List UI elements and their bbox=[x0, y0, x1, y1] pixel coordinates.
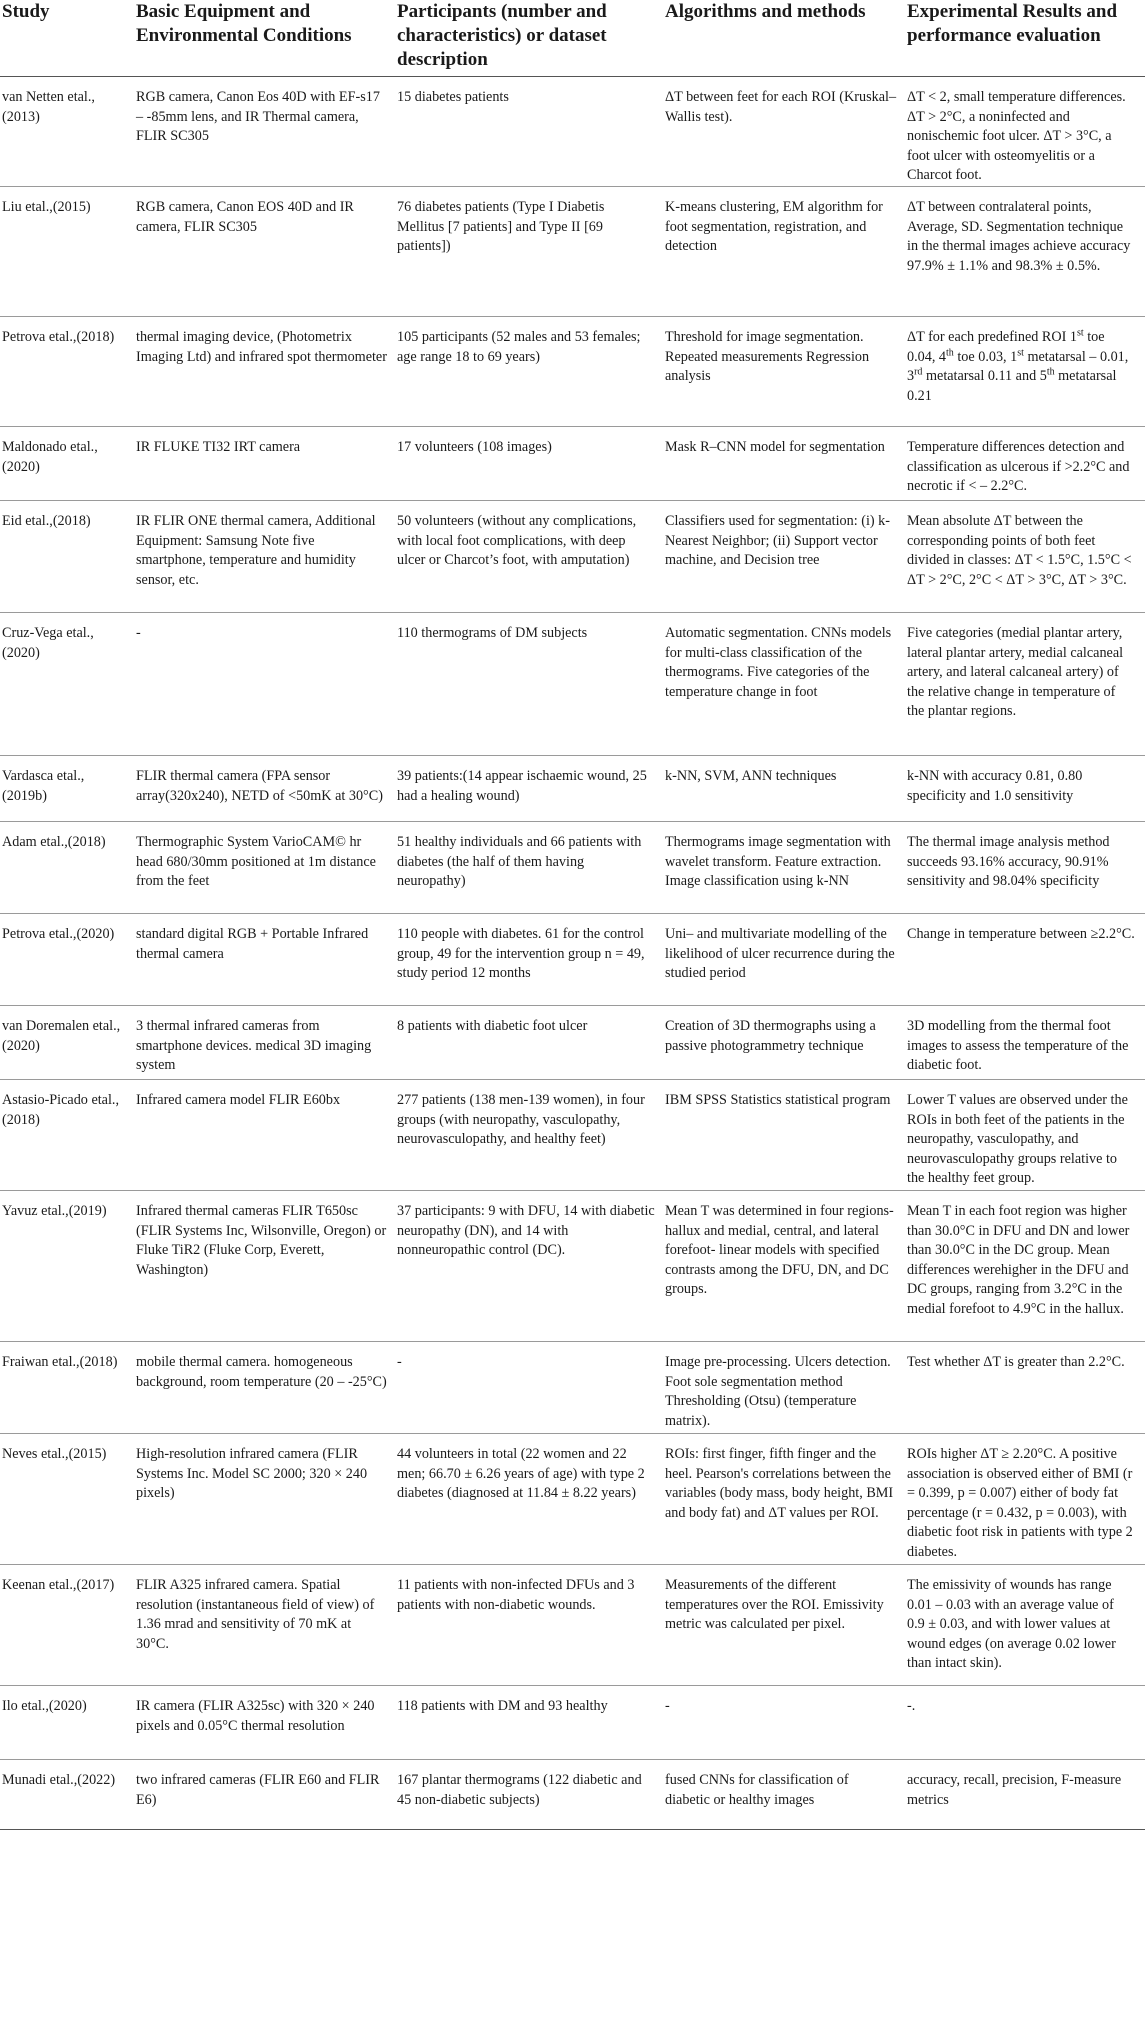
cell-study: Munadi etal.,(2022) bbox=[0, 1759, 136, 1829]
cell-methods: IBM SPSS Statistics statistical program bbox=[665, 1079, 907, 1190]
cell-equipment: FLIR thermal camera (FPA sensor array(320x240), NETD of <50mK at 30°C) bbox=[136, 755, 397, 821]
cell-study: Adam etal.,(2018) bbox=[0, 821, 136, 913]
table-row bbox=[0, 316, 1145, 426]
cell-equipment: 3 thermal infrared cameras from smartphone devices. medical 3D imaging system bbox=[136, 1005, 397, 1079]
cell-results: Change in temperature between ≥2.2°C. bbox=[907, 913, 1145, 1005]
cell-participants: 44 volunteers in total (22 women and 22 men; 66.70 ± 6.26 years of age) with type 2 diabetes (diagnosed at 11.84 ± 8.22 years) bbox=[397, 1433, 665, 1564]
cell-results: Test whether ΔT is greater than 2.2°C. bbox=[907, 1341, 1145, 1433]
cell-participants: 8 patients with diabetic foot ulcer bbox=[397, 1005, 665, 1079]
cell-equipment: High-resolution infrared camera (FLIR Systems Inc. Model SC 2000; 320 × 240 pixels) bbox=[136, 1433, 397, 1564]
cell-equipment: - bbox=[136, 612, 397, 755]
table-row bbox=[0, 1433, 1145, 1564]
table-row bbox=[0, 1759, 1145, 1829]
cell-results: 3D modelling from the thermal foot images to assess the temperature of the diabetic foot. bbox=[907, 1005, 1145, 1079]
table-body bbox=[0, 77, 1145, 1830]
cell-equipment: Infrared thermal cameras FLIR T650sc (FLIR Systems Inc, Wilsonville, Oregon) or Fluke TiR2 (Fluke Corp, Everett, Washington) bbox=[136, 1190, 397, 1341]
cell-participants: 76 diabetes patients (Type I Diabetis Mellitus [7 patients] and Type II [69 patients]) bbox=[397, 186, 665, 316]
cell-results: ΔT between contralateral points, Average, SD. Segmentation technique in the thermal images achieve accuracy 97.9% ± 1.1% and 98.3% ± 0.5%. bbox=[907, 186, 1145, 316]
cell-study: Fraiwan etal.,(2018) bbox=[0, 1341, 136, 1433]
table-row bbox=[0, 77, 1145, 187]
cell-methods: ΔT between feet for each ROI (Kruskal–Wallis test). bbox=[665, 77, 907, 187]
table-row bbox=[0, 1564, 1145, 1685]
header-row bbox=[0, 0, 1145, 77]
cell-participants: 11 patients with non-infected DFUs and 3 patients with non-diabetic wounds. bbox=[397, 1564, 665, 1685]
header-equipment: Basic Equipment and Environmental Conditions bbox=[136, 0, 397, 77]
cell-results: Mean absolute ΔT between the corresponding points of both feet divided in classes: ΔT < 1.5°C, 1.5°C < ΔT > 2°C, 2°C < ΔT > 3°C, ΔT > 3°C. bbox=[907, 500, 1145, 612]
cell-results: Mean T in each foot region was higher than 30.0°C in DFU and DN and lower than 30.0°C in the DC group. Mean differences werehigher in the DFU and DC groups, ranging from 3.2°C in the medial forefoot to 4.9°C in the hallux. bbox=[907, 1190, 1145, 1341]
cell-methods: Uni– and multivariate modelling of the likelihood of ulcer recurrence during the studied period bbox=[665, 913, 907, 1005]
table-row bbox=[0, 1079, 1145, 1190]
cell-methods: Mean T was determined in four regions-hallux and medial, central, and lateral forefoot- linear models with specified contrasts among the DFU, DN, and DC groups. bbox=[665, 1190, 907, 1341]
cell-methods: - bbox=[665, 1685, 907, 1759]
cell-study: Keenan etal.,(2017) bbox=[0, 1564, 136, 1685]
cell-equipment: thermal imaging device, (Photometrix Imaging Ltd) and infrared spot thermometer bbox=[136, 316, 397, 426]
table-row bbox=[0, 426, 1145, 500]
cell-participants: 37 participants: 9 with DFU, 14 with diabetic neuropathy (DN), and 14 with nonneuropathic control (DC). bbox=[397, 1190, 665, 1341]
cell-methods: Classifiers used for segmentation: (i) k-Nearest Neighbor; (ii) Support vector machine, and Decision tree bbox=[665, 500, 907, 612]
cell-study: Astasio-Picado etal.,(2018) bbox=[0, 1079, 136, 1190]
header-results: Experimental Results and performance evaluation bbox=[907, 0, 1145, 77]
cell-methods: ROIs: first finger, fifth finger and the heel. Pearson's correlations between the variables (body mass, body height, BMI and body fat) and ΔT values per ROI. bbox=[665, 1433, 907, 1564]
table-row bbox=[0, 500, 1145, 612]
cell-methods: Image pre-processing. Ulcers detection. Foot sole segmentation method Thresholding (Otsu) (temperature matrix). bbox=[665, 1341, 907, 1433]
cell-study: Maldonado etal.,(2020) bbox=[0, 426, 136, 500]
table-row bbox=[0, 1190, 1145, 1341]
cell-equipment: standard digital RGB + Portable Infrared thermal camera bbox=[136, 913, 397, 1005]
cell-equipment: IR camera (FLIR A325sc) with 320 × 240 pixels and 0.05°C thermal resolution bbox=[136, 1685, 397, 1759]
cell-methods: Measurements of the different temperatures over the ROI. Emissivity metric was calculated per pixel. bbox=[665, 1564, 907, 1685]
cell-equipment: FLIR A325 infrared camera. Spatial resolution (instantaneous field of view) of 1.36 mrad and sensitivity of 70 mK at 30°C. bbox=[136, 1564, 397, 1685]
cell-results: The emissivity of wounds has range 0.01 – 0.03 with an average value of 0.9 ± 0.03, and with lower values at wound edges (on average 0.02 lower than intact skin). bbox=[907, 1564, 1145, 1685]
cell-equipment: mobile thermal camera. homogeneous background, room temperature (20 – -25°C) bbox=[136, 1341, 397, 1433]
cell-methods: fused CNNs for classification of diabetic or healthy images bbox=[665, 1759, 907, 1829]
cell-participants: 277 patients (138 men-139 women), in four groups (with neuropathy, vasculopathy, neurovasculopathy, and healthy feet) bbox=[397, 1079, 665, 1190]
header-study: Study bbox=[0, 0, 136, 77]
cell-study: Eid etal.,(2018) bbox=[0, 500, 136, 612]
cell-participants: 51 healthy individuals and 66 patients with diabetes (the half of them having neuropathy) bbox=[397, 821, 665, 913]
cell-methods: Threshold for image segmentation. Repeated measurements Regression analysis bbox=[665, 316, 907, 426]
cell-equipment: RGB camera, Canon EOS 40D and IR camera, FLIR SC305 bbox=[136, 186, 397, 316]
cell-study: Petrova etal.,(2018) bbox=[0, 316, 136, 426]
cell-results: ROIs higher ΔT ≥ 2.20°C. A positive association is observed either of BMI (r = 0.399, p = 0.007) either of body fat percentage (r = 0.432, p = 0.003), with diabetic foot risk in patients with type 2 diabetes. bbox=[907, 1433, 1145, 1564]
cell-participants: 39 patients:(14 appear ischaemic wound, 25 had a healing wound) bbox=[397, 755, 665, 821]
cell-study: Cruz-Vega etal.,(2020) bbox=[0, 612, 136, 755]
cell-study: van Netten etal.,(2013) bbox=[0, 77, 136, 187]
cell-methods: K-means clustering, EM algorithm for foot segmentation, registration, and detection bbox=[665, 186, 907, 316]
table-row bbox=[0, 1005, 1145, 1079]
table-row bbox=[0, 612, 1145, 755]
cell-methods: Mask R–CNN model for segmentation bbox=[665, 426, 907, 500]
cell-study: van Doremalen etal.,(2020) bbox=[0, 1005, 136, 1079]
cell-study: Liu etal.,(2015) bbox=[0, 186, 136, 316]
cell-participants: 167 plantar thermograms (122 diabetic and 45 non-diabetic subjects) bbox=[397, 1759, 665, 1829]
cell-results: -. bbox=[907, 1685, 1145, 1759]
cell-study: Ilo etal.,(2020) bbox=[0, 1685, 136, 1759]
cell-participants: - bbox=[397, 1341, 665, 1433]
cell-equipment: Thermographic System VarioCAM© hr head 680/30mm positioned at 1m distance from the feet bbox=[136, 821, 397, 913]
cell-results: Five categories (medial plantar artery, lateral plantar artery, medial calcaneal artery, and lateral calcaneal artery) of the relative change in temperature of the plantar regions. bbox=[907, 612, 1145, 755]
cell-equipment: RGB camera, Canon Eos 40D with EF-s17 – -85mm lens, and IR Thermal camera, FLIR SC305 bbox=[136, 77, 397, 187]
cell-results: k-NN with accuracy 0.81, 0.80 specificity and 1.0 sensitivity bbox=[907, 755, 1145, 821]
cell-results: Temperature differences detection and classification as ulcerous if >2.2°C and necrotic if < – 2.2°C. bbox=[907, 426, 1145, 500]
cell-participants: 105 participants (52 males and 53 females; age range 18 to 69 years) bbox=[397, 316, 665, 426]
cell-methods: k-NN, SVM, ANN techniques bbox=[665, 755, 907, 821]
cell-participants: 118 patients with DM and 93 healthy bbox=[397, 1685, 665, 1759]
cell-participants: 15 diabetes patients bbox=[397, 77, 665, 187]
cell-participants: 17 volunteers (108 images) bbox=[397, 426, 665, 500]
table-row bbox=[0, 1685, 1145, 1759]
table-row bbox=[0, 755, 1145, 821]
cell-results: The thermal image analysis method succeeds 93.16% accuracy, 90.91% sensitivity and 98.04% specificity bbox=[907, 821, 1145, 913]
cell-equipment: two infrared cameras (FLIR E60 and FLIR E6) bbox=[136, 1759, 397, 1829]
table-row bbox=[0, 913, 1145, 1005]
cell-participants: 110 thermograms of DM subjects bbox=[397, 612, 665, 755]
cell-study: Petrova etal.,(2020) bbox=[0, 913, 136, 1005]
cell-equipment: Infrared camera model FLIR E60bx bbox=[136, 1079, 397, 1190]
cell-study: Vardasca etal., (2019b) bbox=[0, 755, 136, 821]
cell-study: Neves etal.,(2015) bbox=[0, 1433, 136, 1564]
cell-results: accuracy, recall, precision, F-measure metrics bbox=[907, 1759, 1145, 1829]
table-row bbox=[0, 821, 1145, 913]
cell-results: Lower T values are observed under the ROIs in both feet of the patients in the neuropathy, vasculopathy, and neurovasculopathy groups relative to the healthy feet group. bbox=[907, 1079, 1145, 1190]
cell-methods: Automatic segmentation. CNNs models for multi-class classification of the thermograms. Five categories of the temperature change in foot bbox=[665, 612, 907, 755]
cell-participants: 50 volunteers (without any complications, with local foot complications, with deep ulcer or Charcot’s foot, with amputation) bbox=[397, 500, 665, 612]
cell-equipment: IR FLUKE TI32 IRT camera bbox=[136, 426, 397, 500]
cell-methods: Creation of 3D thermographs using a passive photogrammetry technique bbox=[665, 1005, 907, 1079]
cell-participants: 110 people with diabetes. 61 for the control group, 49 for the intervention group n = 49, study period 12 months bbox=[397, 913, 665, 1005]
cell-results: ΔT for each predefined ROI 1st toe 0.04, 4th toe 0.03, 1st metatarsal – 0.01, 3rd metatarsal 0.11 and 5th metatarsal 0.21 bbox=[907, 316, 1145, 426]
cell-equipment: IR FLIR ONE thermal camera, Additional Equipment: Samsung Note five smartphone, temperature and humidity sensor, etc. bbox=[136, 500, 397, 612]
cell-methods: Thermograms image segmentation with wavelet transform. Feature extraction. Image classification using k-NN bbox=[665, 821, 907, 913]
cell-study: Yavuz etal.,(2019) bbox=[0, 1190, 136, 1341]
cell-results: ΔT < 2, small temperature differences. ΔT > 2°C, a noninfected and nonischemic foot ulcer. ΔT > 3°C, a foot ulcer with osteomyelitis or a Charcot foot. bbox=[907, 77, 1145, 187]
table-header bbox=[0, 0, 1145, 77]
table-row bbox=[0, 1341, 1145, 1433]
header-methods: Algorithms and methods bbox=[665, 0, 907, 77]
table-row bbox=[0, 186, 1145, 316]
header-participants: Participants (number and characteristics) or dataset description bbox=[397, 0, 665, 77]
